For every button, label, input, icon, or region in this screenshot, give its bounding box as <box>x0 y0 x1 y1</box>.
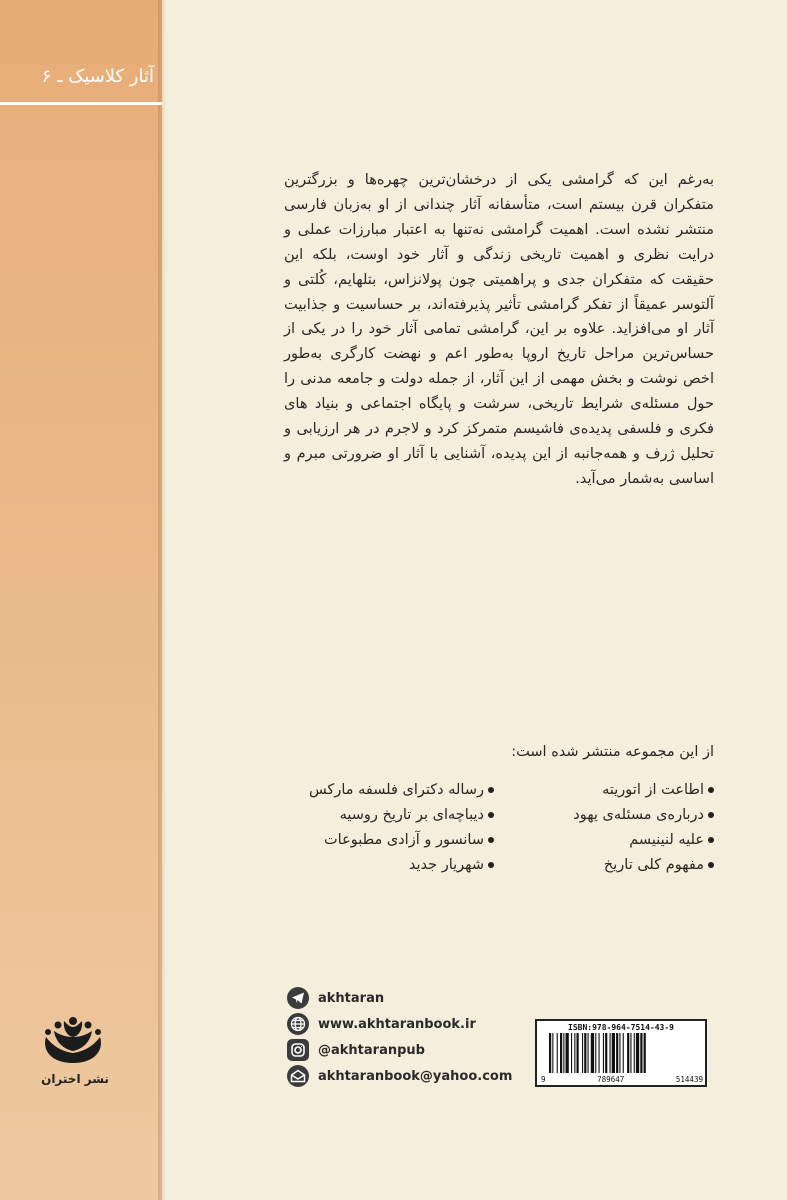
barcode-bars-icon <box>549 1033 695 1073</box>
barcode-bar <box>605 1033 607 1073</box>
barcode-bar <box>560 1033 562 1073</box>
bullet-icon <box>488 837 494 843</box>
barcode-bar <box>577 1033 579 1073</box>
bullet-icon <box>488 787 494 793</box>
barcode-bar <box>574 1033 575 1073</box>
barcode-bar <box>603 1033 604 1073</box>
bullet-icon <box>488 812 494 818</box>
isbn-barcode <box>535 1019 707 1087</box>
contact-email[interactable] <box>287 1064 537 1088</box>
bullet-icon <box>708 837 714 843</box>
barcode-bar <box>557 1033 558 1073</box>
barcode-digit-mid: 789647 <box>597 1075 625 1084</box>
barcode-bar <box>595 1033 596 1073</box>
list-item: درباره‌ی مسئله‌ی یهود <box>500 803 714 828</box>
barcode-bar <box>619 1033 620 1073</box>
globe-icon <box>287 1013 309 1035</box>
barcode-bar <box>599 1033 600 1073</box>
bullet-icon <box>488 862 494 868</box>
barcode-bar <box>627 1033 629 1073</box>
barcode-bar <box>584 1033 586 1073</box>
contact-website[interactable] <box>287 1012 537 1036</box>
barcode-bar <box>644 1033 646 1073</box>
contact-text: akhtaranbook@yahoo.com <box>318 1068 513 1084</box>
barcode-bar <box>636 1033 639 1073</box>
bullet-icon <box>708 862 714 868</box>
series-list-heading: از این مجموعه منتشر شده است: <box>511 744 714 760</box>
publisher-name: نشر اختران <box>41 1072 109 1086</box>
barcode-bar <box>634 1033 635 1073</box>
series-list-left <box>280 778 494 878</box>
email-icon <box>287 1065 309 1087</box>
barcode-bar <box>610 1033 611 1073</box>
list-item: دیباچه‌ای بر تاریخ روسیه <box>280 803 494 828</box>
spine-shadow <box>158 0 166 1200</box>
barcode-bar <box>588 1033 589 1073</box>
contact-text: @akhtaranpub <box>318 1042 425 1058</box>
telegram-icon <box>287 987 309 1009</box>
barcode-bar <box>591 1033 594 1073</box>
bullet-icon <box>708 787 714 793</box>
barcode-bar <box>563 1033 564 1073</box>
barcode-bar <box>571 1033 572 1073</box>
barcode-bar <box>612 1033 615 1073</box>
list-item: علیه لنینیسم <box>500 828 714 853</box>
list-item: رساله دکترای فلسفه مارکس <box>280 778 494 803</box>
list-item: اطاعت از اتوریته <box>500 778 714 803</box>
barcode-bar <box>630 1033 631 1073</box>
series-list-right <box>500 778 714 878</box>
instagram-icon <box>287 1039 309 1061</box>
contact-instagram[interactable] <box>287 1038 537 1062</box>
barcode-bar <box>623 1033 624 1073</box>
list-item: سانسور و آزادی مطبوعات <box>280 828 494 853</box>
isbn-label: ISBN:978-964-7514-43-9 <box>568 1023 674 1032</box>
barcode-digits <box>541 1075 703 1084</box>
barcode-bar <box>552 1033 553 1073</box>
list-item: شهریار جدید <box>280 853 494 878</box>
contact-text: akhtaran <box>318 990 385 1006</box>
barcode-bar <box>566 1033 569 1073</box>
barcode-bar <box>616 1033 618 1073</box>
list-item: مفهوم کلی تاریخ <box>500 853 714 878</box>
contact-telegram[interactable] <box>287 986 537 1010</box>
back-cover-description: به‌رغم این که گرامشی یکی از درخشان‌ترین چهره‌ها و بزرگترین متفکران قرن بیستم است، متأسفانه آثار چندانی از او به‌زبان فارسی منتشر نشده است. اهمیت گرامشی نه‌تنها به اعتبار مبارزات عملی و درایت نظری و اهمیت تاریخی زندگی و آثار خود اوست، بلکه این حقیقت که متفکران جدی و پراهمیتی چون پولانزاس، بتلهایم، کُلتی و آلتوسر عمیقاً از تفکر گرامشی تأثیر پذیرفته‌اند، بر حساسیت و جذابیت آثار او می‌افزاید. علاوه بر این، گرامشی تمامی آثار خود را در یکی از حساس‌ترین مراحل تاریخ اروپا به‌طور اعم و نهضت کارگری به‌طور اخص نوشت و بخش مهمی از این آثار، از جمله دولت و جامعه مدنی را حول مسئله‌ی شرایط تاریخی، سرشت و پایگاه اجتماعی و بنیاد های فکری و فلسفی پدیده‌ی فاشیسم متمرکز کرد و لاجرم در هر ارزیابی و تحلیل ژرف و همه‌جانبه از این پدیده، آشنایی با آثار او ضرورتی مبرم و اساسی به‌شمار می‌آید. <box>284 171 714 487</box>
barcode-bar <box>582 1033 583 1073</box>
contact-text: www.akhtaranbook.ir <box>318 1016 476 1032</box>
series-label: آثار کلاسیک ـ ۶ <box>41 66 154 87</box>
barcode-digit-right: 514439 <box>675 1075 703 1084</box>
series-divider <box>0 102 162 105</box>
publisher-logo-icon <box>40 1015 106 1065</box>
bullet-icon <box>708 812 714 818</box>
barcode-digit-left: 9 <box>541 1075 546 1084</box>
barcode-bar <box>640 1033 642 1073</box>
barcode-bar <box>549 1033 551 1073</box>
